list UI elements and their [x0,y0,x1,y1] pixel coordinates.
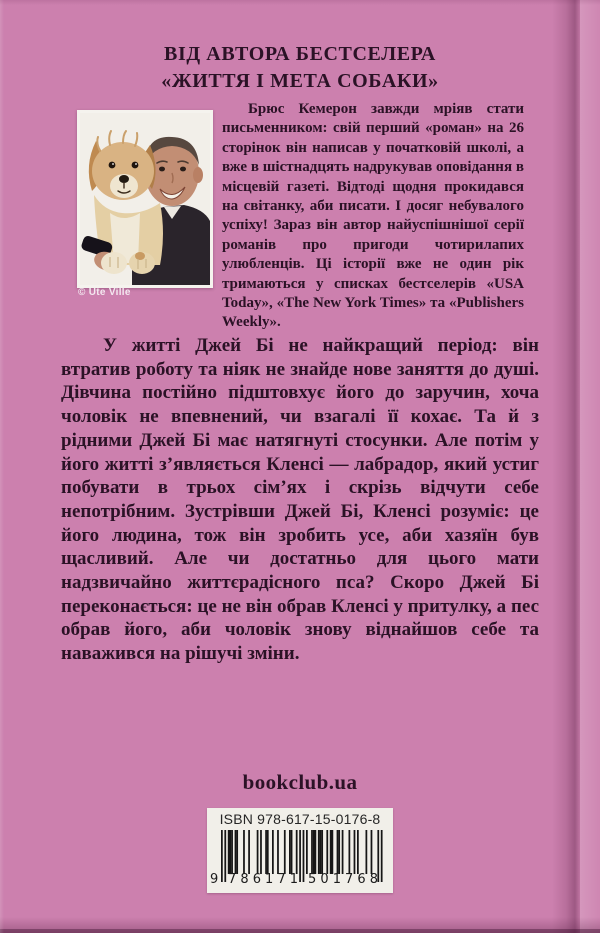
author-photo [77,110,213,288]
ean-digit: 1 [289,872,298,887]
ean-digit: 1 [265,872,274,887]
ean-digit: 7 [277,872,286,887]
cover-top-shade [0,0,600,5]
header-line-1: ВІД АВТОРА БЕСТСЕЛЕРА [164,43,436,65]
header-line-2: «ЖИТТЯ І МЕТА СОБАКИ» [161,70,439,92]
ean-digit: 7 [228,872,237,887]
photo-credit: © Ute Ville [78,287,131,298]
ean-digit-group-1 [228,872,298,887]
ean-digit: 5 [308,872,317,887]
ean-digit: 8 [369,872,378,887]
author-bio-text: Брюс Кемерон завжди мріяв стати письменником: свій перший «роман» на 26 сторінок він написав у початковій школі, а вже в шістнадцять надрукував оповідання в місцевій газеті. Відтоді щодня прокидався на світанку, аби писати. І досяг небувалого успіху! Зараз він автор найуспішнішої серії романів про пригоди чотирилапих улюбленців. Ці історії вже не один рік тримаються у списках бестселерів «USA Today», «The New York Times» та «Publishers Weekly». [222,101,524,331]
ean-digit: 1 [332,872,341,887]
barcode [207,808,393,893]
ean-digit-group-2 [308,872,378,887]
author-photo-illustration [80,113,210,285]
isbn-label: ISBN 978-617-15-0176-8 [219,811,381,827]
ean-digit: 8 [240,872,249,887]
ean-digit: 7 [345,872,354,887]
ean-digit: 6 [252,872,261,887]
publisher-website: bookclub.ua [242,770,358,794]
ean-digit: 0 [320,872,329,887]
ean-digit-first: 9 [210,872,219,887]
synopsis-text: У житті Джей Бі не найкращий період: він втратив роботу та ніяк не знайде нове заняття до душі. Дівчина постійно підштовхує його до заручин, хоча чоловік не впевнений, чи взагалі її кохає. Та й з рідними Джей Бі має натягнуті стосунки. Але потім у його житті з’являється Кленсі — лабрадор, який устиг побувати в трьох сім’ях і скрізь відчути себе непотрібним. Зустрівши Джей Бі, Кленсі розуміє: це його людина, тож він зробить усе, аби хазяїн був щасливий. Але чи достатньо для цього мати надзвичайно життєрадісного пса? Скоро Джей Бі переконається: це не він обрав Кленсі у притулку, а пес обрав його, аби чоловік знову віднайшов себе та наважився на рішучі зміни. [61,335,539,665]
header-tagline [0,41,600,95]
cover-bottom-edge [0,929,600,933]
ean-digit: 6 [357,872,366,887]
